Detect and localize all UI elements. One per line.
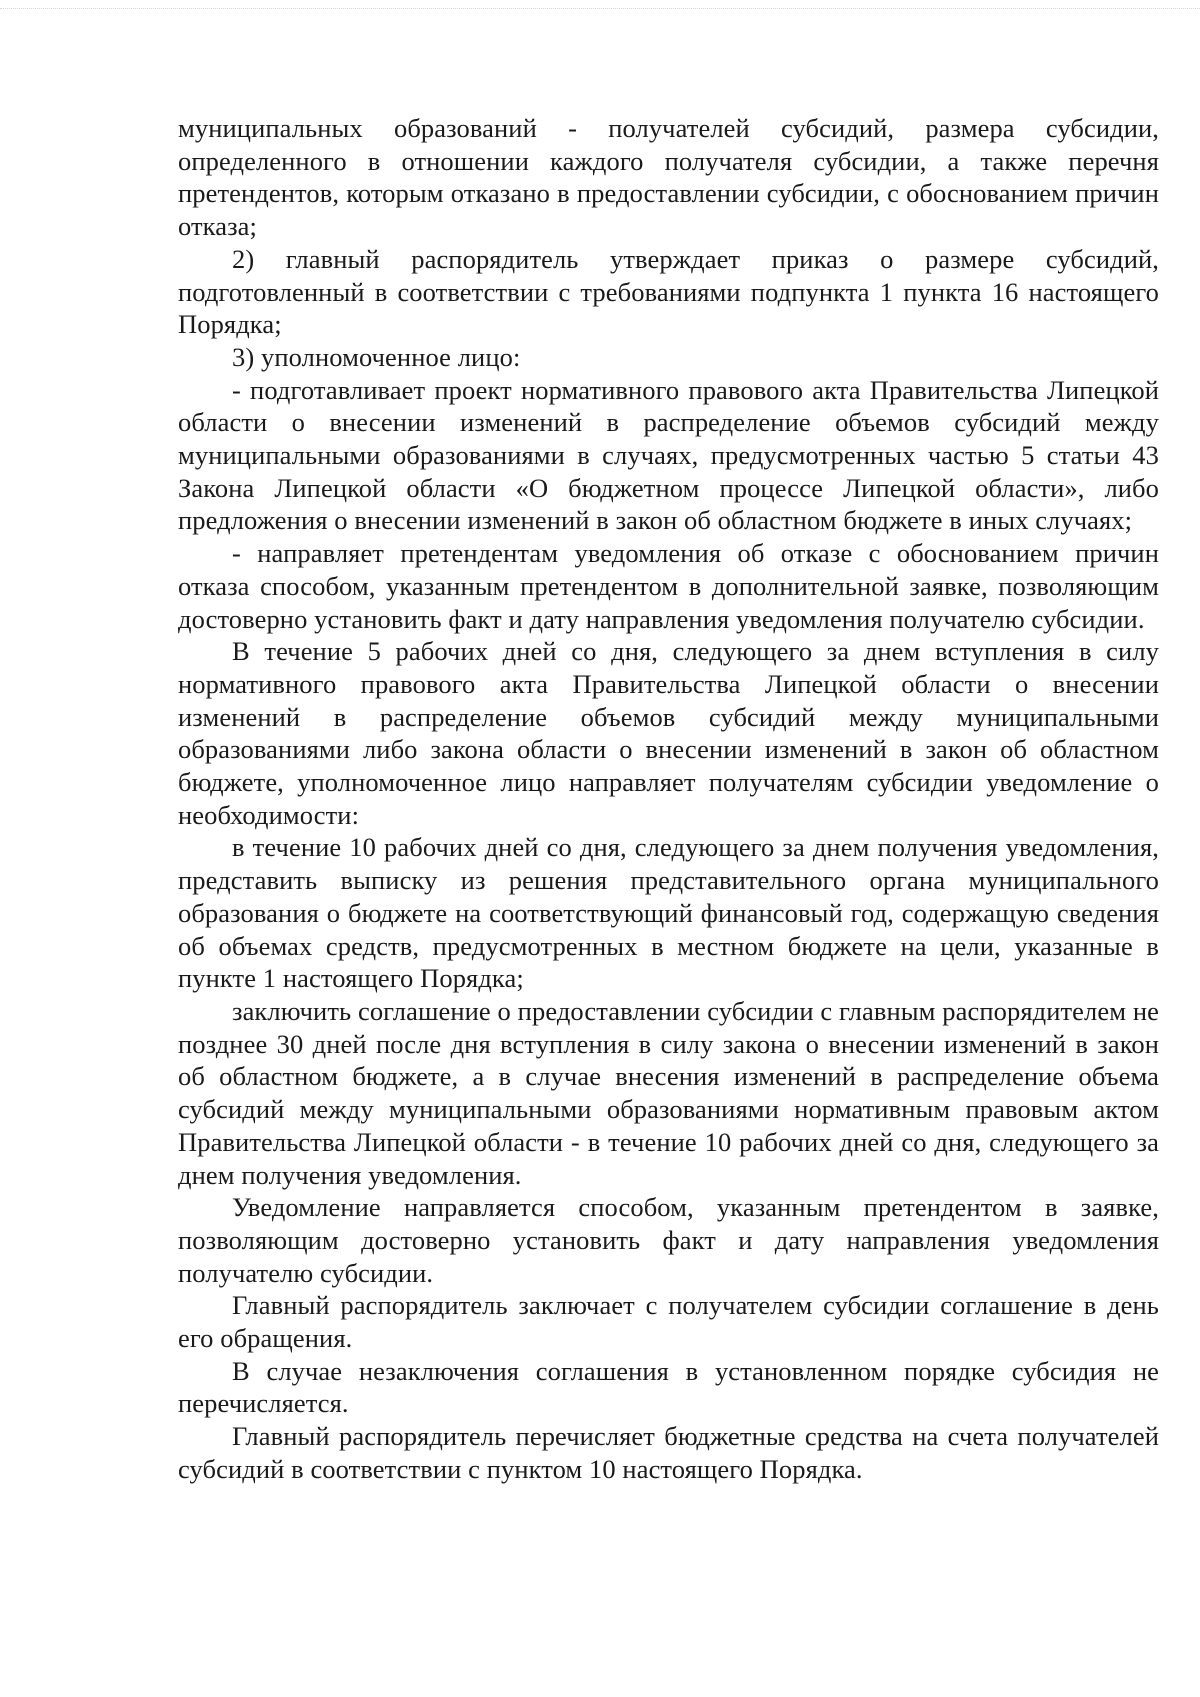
paragraph: Уведомление направляется способом, указанным претендентом в заявке, позволяющим достоверно установить факт и дату направления уведомления получателю субсидии. bbox=[178, 1192, 1159, 1288]
paragraph: Главный распорядитель перечисляет бюджетные средства на счета получателей субсидий в соответствии с пунктом 10 настоящего Порядка. bbox=[178, 1421, 1159, 1484]
paragraph: - направляет претендентам уведомления об отказе с обоснованием причин отказа способом, указанным претендентом в дополнительной заявке, позволяющим достоверно установить факт и дату направления уведомления получателю субсидии. bbox=[178, 538, 1159, 634]
paragraph: В течение 5 рабочих дней со дня, следующего за днем вступления в силу нормативного правового акта Правительства Липецкой области о внесении изменений в распределение объемов субсидий между муниципальными образованиями либо закона области о внесении изменений в закон об областном бюджете, уполномоченное лицо направляет получателям субсидии уведомление о необходимости: bbox=[178, 636, 1159, 830]
paragraph: Главный распорядитель заключает с получателем субсидии соглашение в день его обращения. bbox=[178, 1290, 1159, 1354]
paragraph: - подготавливает проект нормативного правового акта Правительства Липецкой области о внесении изменений в распределение объемов субсидий между муниципальными образованиями в случаях, предусмотренных частью 5 статьи 43 Закона Липецкой области «О бюджетном процессе Липецкой области», либо предложения о внесении изменений в закон об областном бюджете в иных случаях; bbox=[178, 374, 1159, 536]
paragraph: 3) уполномоченное лицо: bbox=[232, 341, 521, 372]
document-body bbox=[178, 112, 1159, 1486]
paragraph: заключить соглашение о предоставлении субсидии с главным распорядителем не позднее 30 дней после дня вступления в силу закона о внесении изменений в закон об областном бюджете, а в случае внесения изменений в распределение объема субсидий между муниципальными образованиями нормативным правовым актом Правительства Липецкой области - в течение 10 рабочих дней со дня, следующего за днем получения уведомления. bbox=[178, 995, 1159, 1190]
paragraph: муниципальных образований - получателей субсидий, размера субсидии, определенного в отношении каждого получателя субсидии, а также перечня претендентов, которым отказано в предоставлении субсидии, с обоснованием причин отказа; bbox=[178, 113, 1159, 242]
paragraph: В случае незаключения соглашения в установленном порядке субсидия не перечисляется. bbox=[178, 1355, 1159, 1419]
paragraph: в течение 10 рабочих дней со дня, следующего за днем получения уведомления, представить выписку из решения представительного органа муниципального образования о бюджете на соответствующий финансовый год, содержащую сведения об объемах средств, предусмотренных в местном бюджете на цели, указанные в пункте 1 настоящего Порядка; bbox=[178, 832, 1159, 994]
scan-edge-line bbox=[0, 8, 1200, 9]
paragraph: 2) главный распорядитель утверждает приказ о размере субсидий, подготовленный в соответствии с требованиями подпункта 1 пункта 16 настоящего Порядка; bbox=[178, 243, 1159, 340]
